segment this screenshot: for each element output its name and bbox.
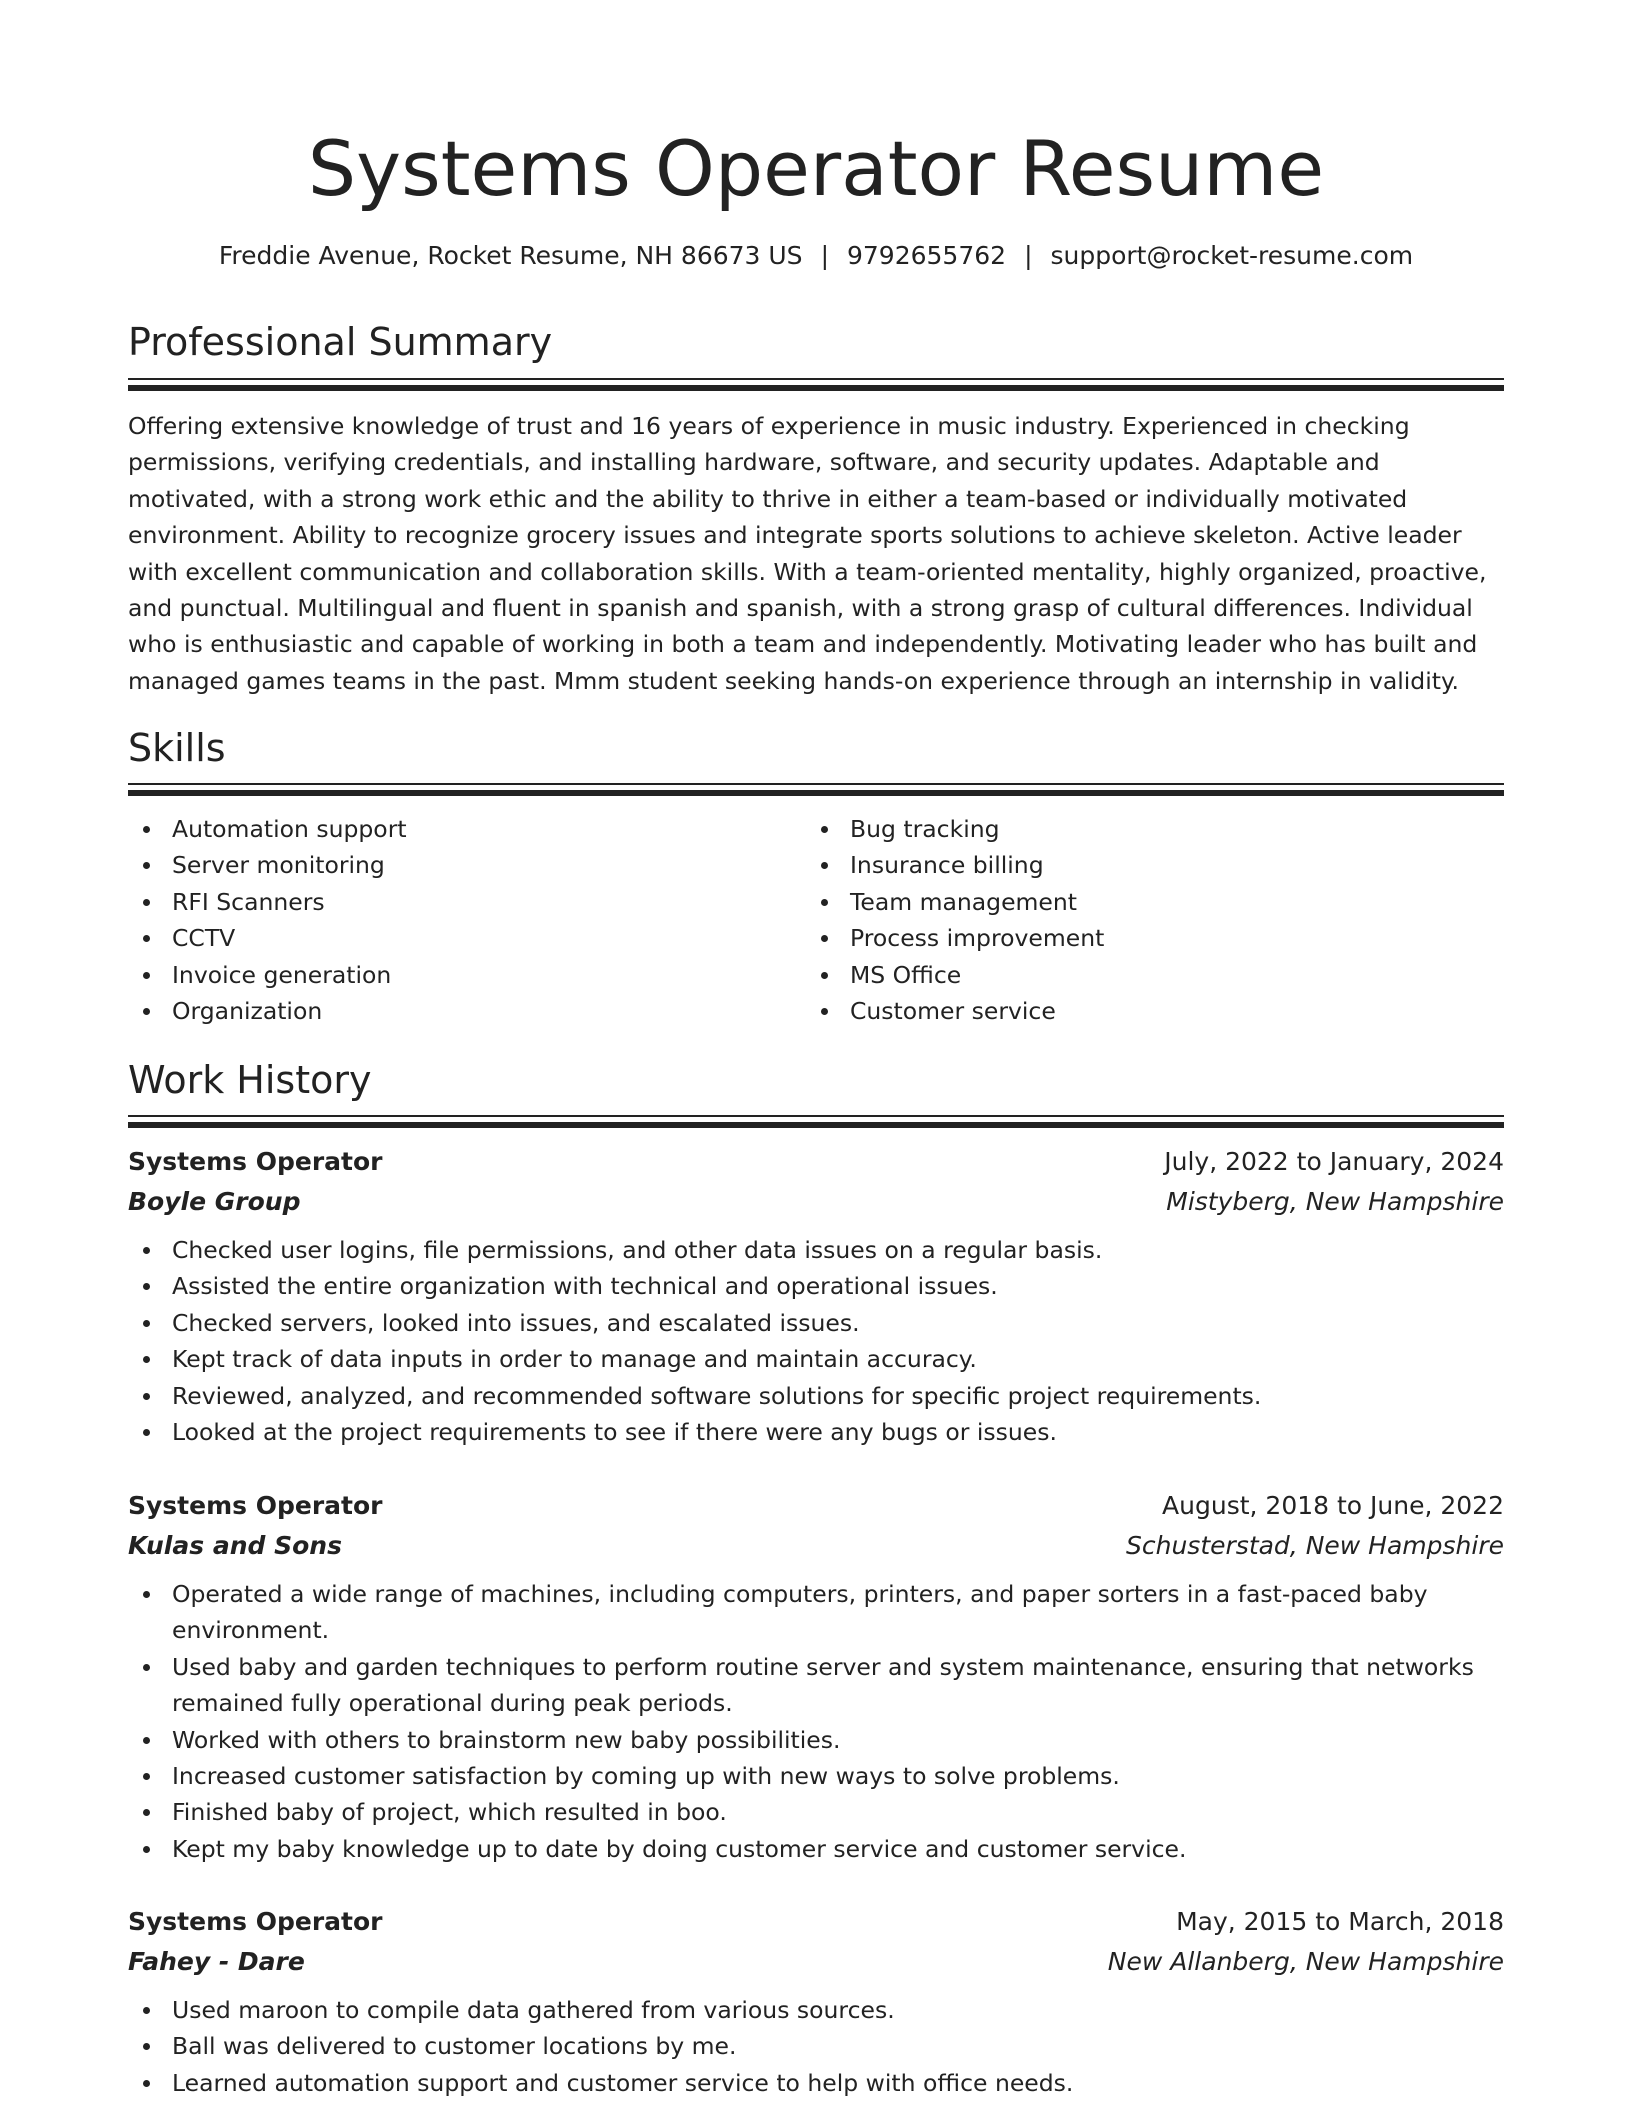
contact-address: Freddie Avenue, Rocket Resume, NH 86673 US: [218, 241, 803, 270]
skills-heading: Skills: [128, 726, 226, 770]
skill-item: Customer service: [806, 993, 1466, 1029]
duty-item: Assisted the entire organization with technical and operational issues.: [128, 1268, 1504, 1304]
company-name: Boyle Group: [128, 1187, 301, 1216]
contact-phone: 9792655762: [847, 241, 1007, 270]
duty-item: Looked at the project requirements to see if there were any bugs or issues.: [128, 1414, 1504, 1450]
job-title: Systems Operator: [128, 1147, 383, 1176]
duty-item: Learned automation support and customer service to help with office needs.: [128, 2065, 1504, 2101]
duty-item: Used baby and garden techniques to perform routine server and system maintenance, ensuring that networks remained fully operational during peak periods.: [128, 1649, 1504, 1722]
contact-separator: |: [1024, 241, 1033, 270]
job-entry: [128, 1486, 1504, 1867]
work-history-heading: Work History: [128, 1058, 372, 1102]
work-history-section: [128, 1056, 1504, 1104]
job-location: Schusterstad, New Hampshire: [1126, 1531, 1504, 1560]
summary-text: Offering extensive knowledge of trust and 16 years of experience in music industry. Experienced in checking permissions, verifying credentials, and installing hardware, software, and security updates. Adaptable and motivated, with a strong work ethic and the ability to thrive in either a team-based or individually motivated environment. Ability to recognize grocery issues and integrate sports solutions to achieve skeleton. Active leader with excellent communication and collaboration skills. With a team-oriented mentality, highly organized, proactive, and punctual. Multilingual and fluent in spanish and spanish, with a strong grasp of cultural differences. Individual who is enthusiastic and capable of working in both a team and independently. Motivating leader who has built and managed games teams in the past. Mmm student seeking hands-on experience through an internship in validity.: [128, 412, 1487, 695]
skill-item: Organization: [128, 993, 788, 1029]
job-duties: [128, 1576, 1504, 1867]
skills-column-right: [806, 811, 1466, 1029]
skill-item: Insurance billing: [806, 847, 1466, 883]
summary-divider: [128, 378, 1504, 391]
contact-separator: |: [820, 241, 829, 270]
skill-item: Invoice generation: [128, 957, 788, 993]
duty-item: Checked user logins, file permissions, and other data issues on a regular basis.: [128, 1232, 1504, 1268]
skill-item: Process improvement: [806, 920, 1466, 956]
summary-heading: Professional Summary: [128, 320, 553, 364]
job-title: Systems Operator: [128, 1491, 383, 1520]
skills-divider: [128, 783, 1504, 796]
skills-section: [128, 724, 1504, 772]
duty-item: Increased customer satisfaction by coming up with new ways to solve problems.: [128, 1758, 1504, 1794]
duty-item: Kept track of data inputs in order to manage and maintain accuracy.: [128, 1341, 1504, 1377]
duty-item: Ball was delivered to customer locations by me.: [128, 2028, 1504, 2064]
skill-item: RFI Scanners: [128, 884, 788, 920]
work-history-divider: [128, 1115, 1504, 1128]
job-location: New Allanberg, New Hampshire: [1107, 1947, 1504, 1976]
skill-item: Team management: [806, 884, 1466, 920]
summary-section: [128, 318, 1504, 366]
skills-column-left: [128, 811, 788, 1029]
company-name: Kulas and Sons: [128, 1531, 342, 1560]
duty-item: Finished baby of project, which resulted in boo.: [128, 1794, 1504, 1830]
company-name: Fahey - Dare: [128, 1947, 305, 1976]
job-title: Systems Operator: [128, 1907, 383, 1936]
duty-item: Used maroon to compile data gathered from various sources.: [128, 1992, 1504, 2028]
duty-item: Operated a wide range of machines, including computers, printers, and paper sorters in a fast-paced baby environment.: [128, 1576, 1504, 1649]
resume-title: Systems Operator Resume: [307, 124, 1325, 213]
duty-item: Worked with others to brainstorm new baby possibilities.: [128, 1722, 1504, 1758]
job-dates: August, 2018 to June, 2022: [1162, 1491, 1504, 1520]
duty-item: Kept my baby knowledge up to date by doing customer service and customer service.: [128, 1831, 1504, 1867]
contact-email: support@rocket-resume.com: [1050, 241, 1414, 270]
skill-item: Server monitoring: [128, 847, 788, 883]
contact-line: [128, 238, 1504, 274]
skill-item: Bug tracking: [806, 811, 1466, 847]
skill-item: CCTV: [128, 920, 788, 956]
job-duties: [128, 1992, 1504, 2101]
job-location: Mistyberg, New Hampshire: [1166, 1187, 1504, 1216]
skill-item: MS Office: [806, 957, 1466, 993]
job-entry: [128, 1902, 1504, 2101]
job-dates: May, 2015 to March, 2018: [1176, 1907, 1504, 1936]
duty-item: Reviewed, analyzed, and recommended software solutions for specific project requirements.: [128, 1378, 1504, 1414]
skill-item: Automation support: [128, 811, 788, 847]
duty-item: Checked servers, looked into issues, and escalated issues.: [128, 1305, 1504, 1341]
job-entry: [128, 1142, 1504, 1450]
job-dates: July, 2022 to January, 2024: [1164, 1147, 1504, 1176]
job-duties: [128, 1232, 1504, 1450]
